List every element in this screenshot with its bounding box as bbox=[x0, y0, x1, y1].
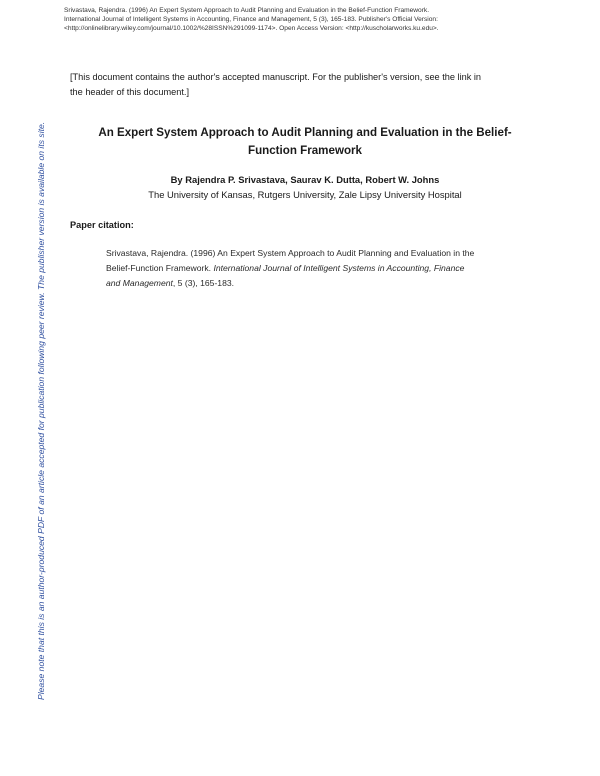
publication-header bbox=[64, 6, 544, 33]
author-names: By Rajendra P. Srivastava, Saurav K. Dutta, Robert W. Johns bbox=[170, 174, 440, 185]
citation-text bbox=[106, 246, 546, 291]
citation-line-2-plain: Belief-Function Framework. bbox=[106, 263, 214, 273]
paper-title-line-2: Function Framework bbox=[247, 144, 363, 157]
citation-heading: Paper citation: bbox=[70, 220, 134, 230]
manuscript-notice-line-1: [This document contains the author's accepted manuscript. For the publisher's version, see the link in bbox=[70, 72, 482, 82]
citation-line-3 bbox=[106, 276, 546, 291]
citation-volume-pages: , 5 (3), 165-183. bbox=[172, 278, 235, 288]
manuscript-notice bbox=[70, 70, 540, 99]
author-affiliations: The University of Kansas, Rutgers University, Zale Lipsy University Hospital bbox=[148, 189, 462, 200]
header-line-3: <http://onlinelibrary.wiley.com/journal/10.1002/%28ISSN%291099-1174>. Open Access Version: <http://kuscholarworks.ku.edu>. bbox=[64, 25, 439, 32]
citation-line-2 bbox=[106, 261, 546, 276]
peer-review-side-note: Please note that this is an author-produced PDF of an article accepted for publication following peer review. The publisher version is available on its site. bbox=[36, 121, 46, 700]
paper-title bbox=[70, 124, 540, 160]
citation-line-1: Srivastava, Rajendra. (1996) An Expert System Approach to Audit Planning and Evaluation in the bbox=[106, 248, 475, 258]
header-line-2: International Journal of Intelligent Systems in Accounting, Finance and Management, 5 (3), 165-183. Publisher's Official Version: bbox=[64, 16, 438, 23]
header-line-1: Srivastava, Rajendra. (1996) An Expert System Approach to Audit Planning and Evaluation in the Belief-Function Framework. bbox=[64, 7, 430, 14]
paper-title-line-1: An Expert System Approach to Audit Planning and Evaluation in the Belief- bbox=[98, 126, 512, 139]
manuscript-notice-line-2: the header of this document.] bbox=[70, 86, 190, 97]
citation-journal-name: International Journal of Intelligent Systems in Accounting, Finance bbox=[213, 263, 465, 273]
citation-journal-name-cont: and Management bbox=[106, 278, 173, 288]
author-block bbox=[70, 172, 540, 202]
